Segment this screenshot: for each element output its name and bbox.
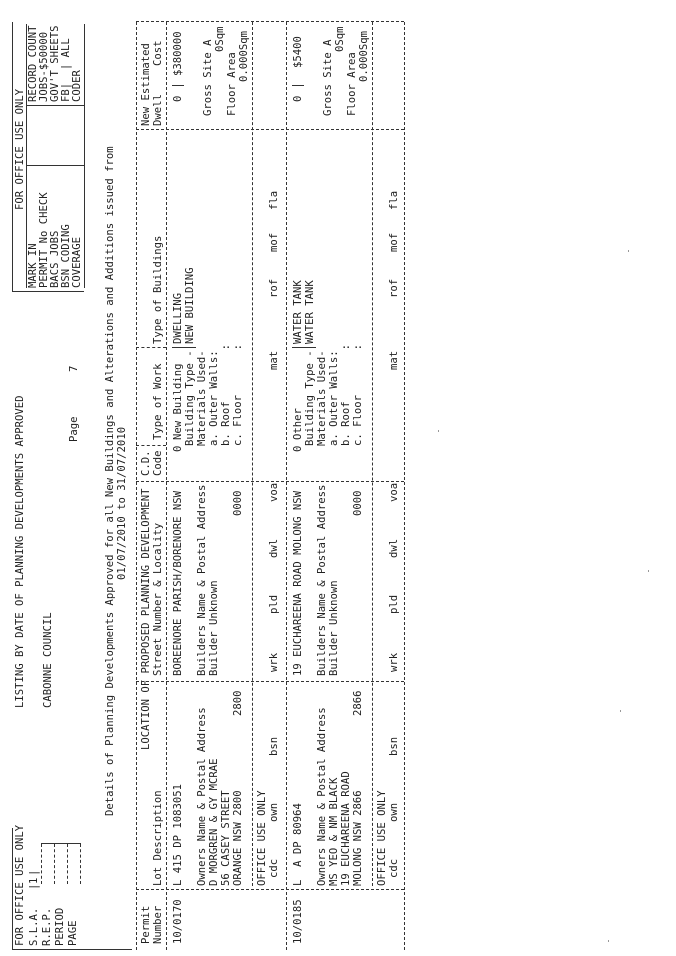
record-1-builders-label: Builders Name & Postal Address (196, 484, 208, 676)
record-2-mat-2: a. Outer Walls: (328, 350, 340, 446)
record-2-code-fla: fla (388, 190, 400, 210)
office-field-coverage: COVERAGE (71, 236, 83, 288)
col-dwell: Dwell (152, 94, 164, 126)
record-2-building-2: WATER TANK (304, 280, 316, 344)
record-1-code-mat: mat (268, 350, 280, 370)
record-2-mat-1: Materials Used- (316, 350, 328, 446)
record-1-code-mof: mof (268, 232, 280, 252)
col-cd-1: C.D. (140, 450, 152, 476)
office-field-jobs-50000: JOBS-$50000 (38, 31, 50, 102)
office-field-bacs-jobs: BACS JOBS (49, 230, 61, 288)
report-title: LISTING BY DATE OF PLANNING DEVELOPMENTS APPROVED (14, 395, 26, 708)
record-2-owner-line-2: 19 EUCHAREENA ROAD (340, 771, 352, 886)
record-2-cost: $5400 (292, 36, 304, 68)
record-2-code-dwl: dwl (388, 538, 400, 558)
record-1-code-cdc: cdc (268, 858, 280, 878)
record-1-permit: 10/0170 (172, 899, 184, 944)
record-1-code-fla: fla (268, 190, 280, 210)
record-1-builder: Builder Unknown (208, 580, 220, 676)
date-range: 01/07/2010 to 31/07/2010 (116, 426, 128, 580)
record-1-location: BOREENORE PARISH/BORENORE NSW (172, 491, 184, 676)
record-2-owner-line-1: MS YEO & NM BLACK (328, 777, 340, 886)
col-type-work: Type of Work (152, 363, 164, 440)
col-cd-2: Code (152, 450, 164, 476)
record-2-site-1: Gross Site A (322, 39, 334, 116)
office-field-mark-in: MARK IN (27, 243, 39, 288)
record-2-mat-4: c. Floor : (352, 343, 364, 446)
record-2-code-mof: mof (388, 232, 400, 252)
rotated-report-sheet: FOR OFFICE USE ONLY S.L.A. | 1 | R.E.P. PERIOD PAGE LISTING BY DATE OF PLANNING DEVELOPMENTS APPROVED CABONNE COUNCIL Page 7 FOR OFFICE USE ONLY MARK IN PERMIT No CHECK BACS JOBS BSN CODING COVERAGE RECORD COUNT JOBS-$50000 GOV'T SHEETS FB| | ALL CODER Details of Planning Developments Approved for all New Buildings and Alterations and Additions issued from 01/07/2010 to 31/07/2010 Permit Number Lot Description LOCATION OF PROPOSED PLANNING DEVELOPMENT Street Number & Locality C.D. Code Type of Work Type of Buildings New Estimated Dwell Cost 10/0170 L 415 DP 1083051 BOREENORE PARISH/BORENORE NSW Owners Name & Postal Address D MORGREN & GY MCRAE 56 CASEY STREET ORANGE NSW 2800 2800 Builders Name & Postal Address Builder Unknown 0000 0 New Building Building Type - Materials Used- a. Outer Walls: b. Roof : c. Floor : DWELLING NEW BUILDING 0 $380000 Gross Site A 0Sqm Floor Area 0.000Sqm OFFICE USE ONLY cdc own bsn wrk pld dwl voa mat rof mof fla 10/0185 L A DP 80964 19 EUCHAREENA ROAD MOLONG NSW Owners Name & Postal Address MS YEO & NM BLACK 19 EUCHAREENA ROAD MOLONG NSW 2866 2866 Builders Name & Postal Address Builder Unknown 0000 0 Other Building Type - Materials Used- a. Outer Walls: b. Roof : c. Floor : WATER TANK WATER TANK 0 $5400 Gross Site A 0Sqm Floor Area 0.000Sqm OFFICE USE ONLY cdc own bsn wrk pld dwl voa mat rof mof fla (8, 12, 668, 952)
col-location-1: LOCATION OF PROPOSED PLANNING DEVELOPMENT (140, 488, 152, 750)
record-2-type-work: Other (292, 408, 304, 440)
record-1-code-pld: pld (268, 594, 280, 614)
record-1-owner-line-1: D MORGREN & GY MCRAE (208, 758, 220, 886)
record-2-cd: 0 (292, 445, 304, 452)
record-1-mat-3: b. Roof : (220, 343, 232, 446)
col-cost: Cost (152, 40, 164, 66)
office-field-permit-check: PERMIT No CHECK (38, 192, 50, 288)
office-field-record-count: RECORD COUNT (27, 25, 39, 102)
record-2-code-bsn: bsn (388, 736, 400, 756)
record-2-code-voa: voa (388, 482, 400, 502)
record-2-code-rof: rof (388, 278, 400, 298)
record-1-site-2: 0Sqm (214, 26, 226, 52)
record-1-cost: $380000 (172, 31, 184, 76)
office-field-bsn-coding: BSN CODING (60, 224, 72, 288)
record-1-code-rof: rof (268, 278, 280, 298)
col-type-buildings: Type of Buildings (152, 235, 164, 344)
record-2-code-cdc: cdc (388, 858, 400, 878)
record-1-code-bsn: bsn (268, 736, 280, 756)
label-sla: S.L.A. (28, 907, 40, 946)
record-1-builder-postcode: 0000 (232, 490, 244, 516)
record-2-owners-label: Owners Name & Postal Address (316, 707, 328, 886)
office-field-coder: CODER (71, 70, 83, 102)
office-use-title-right: FOR OFFICE USE ONLY (14, 88, 26, 210)
record-1-lot: L 415 DP 1083051 (172, 783, 184, 886)
record-2-site-3: Floor Area (346, 52, 358, 116)
record-1-owner-line-3: ORANGE NSW 2800 (232, 790, 244, 886)
record-2-permit: 10/0185 (292, 899, 304, 944)
record-1-dwell: 0 (172, 95, 184, 102)
record-2-builder-postcode: 0000 (352, 490, 364, 516)
record-1-mat-2: a. Outer Walls: (208, 350, 220, 446)
record-2-code-mat: mat (388, 350, 400, 370)
col-location-2: Street Number & Locality (152, 522, 164, 676)
col-permit-1: Permit (140, 905, 152, 944)
record-1-building-2: NEW BUILDING (184, 267, 196, 344)
record-1-building-1: DWELLING (172, 292, 184, 344)
record-1-owner-line-2: 56 CASEY STREET (220, 790, 232, 886)
record-1-code-wrk: wrk (268, 652, 280, 672)
record-1-code-dwl: dwl (268, 538, 280, 558)
office-field-fb-all: FB| | ALL (60, 38, 72, 102)
record-2-owner-line-3: MOLONG NSW 2866 (352, 790, 364, 886)
col-permit-2: Number (152, 905, 164, 944)
record-2-site-2: 0Sqm (334, 26, 346, 52)
record-1-office-use: OFFICE USE ONLY (256, 790, 268, 886)
record-2-code-own: own (388, 802, 400, 822)
council-name: CABONNE COUNCIL (42, 612, 54, 708)
record-2-lot: L A DP 80964 (292, 803, 304, 886)
record-2-location: 19 EUCHAREENA ROAD MOLONG NSW (292, 491, 304, 676)
office-use-title-left: FOR OFFICE USE ONLY (14, 824, 26, 946)
record-2-code-wrk: wrk (388, 652, 400, 672)
sla-value: 1 (28, 877, 40, 884)
col-new-estimated: New Estimated (140, 43, 152, 126)
record-2-office-use: OFFICE USE ONLY (376, 790, 388, 886)
office-field-govt-sheets: GOV'T SHEETS (49, 25, 61, 102)
record-2-builders-label: Builders Name & Postal Address (316, 484, 328, 676)
record-1-mat-4: c. Floor : (232, 343, 244, 446)
label-rep: R.E.P. (41, 907, 53, 946)
page-label: Page (68, 416, 80, 442)
record-1-site-4: 0.000Sqm (238, 30, 250, 82)
record-1-code-voa: voa (268, 482, 280, 502)
col-lot: Lot Description (152, 790, 164, 886)
record-1-site-3: Floor Area (226, 52, 238, 116)
record-1-owners-label: Owners Name & Postal Address (196, 707, 208, 886)
record-2-builder: Builder Unknown (328, 580, 340, 676)
record-2-mat-3: b. Roof : (340, 343, 352, 446)
record-1-site-1: Gross Site A (202, 39, 214, 116)
record-1-code-own: own (268, 802, 280, 822)
label-period: PERIOD (54, 907, 66, 946)
record-2-building-1: WATER TANK (292, 280, 304, 344)
record-2-mat-0: Building Type - (304, 350, 316, 446)
record-1-mat-0: Building Type - (184, 350, 196, 446)
record-1-owner-postcode: 2800 (232, 690, 244, 716)
details-line: Details of Planning Developments Approved for all New Buildings and Alterations and Additions issued from (104, 146, 116, 816)
record-1-type-work: New Building (172, 363, 184, 440)
record-1-cd: 0 (172, 445, 184, 452)
record-1-mat-1: Materials Used- (196, 350, 208, 446)
record-2-dwell: 0 (292, 95, 304, 102)
page-number: 7 (68, 365, 80, 372)
record-2-code-pld: pld (388, 594, 400, 614)
label-page: PAGE (67, 920, 79, 946)
record-2-site-4: 0.000Sqm (358, 30, 370, 82)
record-2-owner-postcode: 2866 (352, 690, 364, 716)
